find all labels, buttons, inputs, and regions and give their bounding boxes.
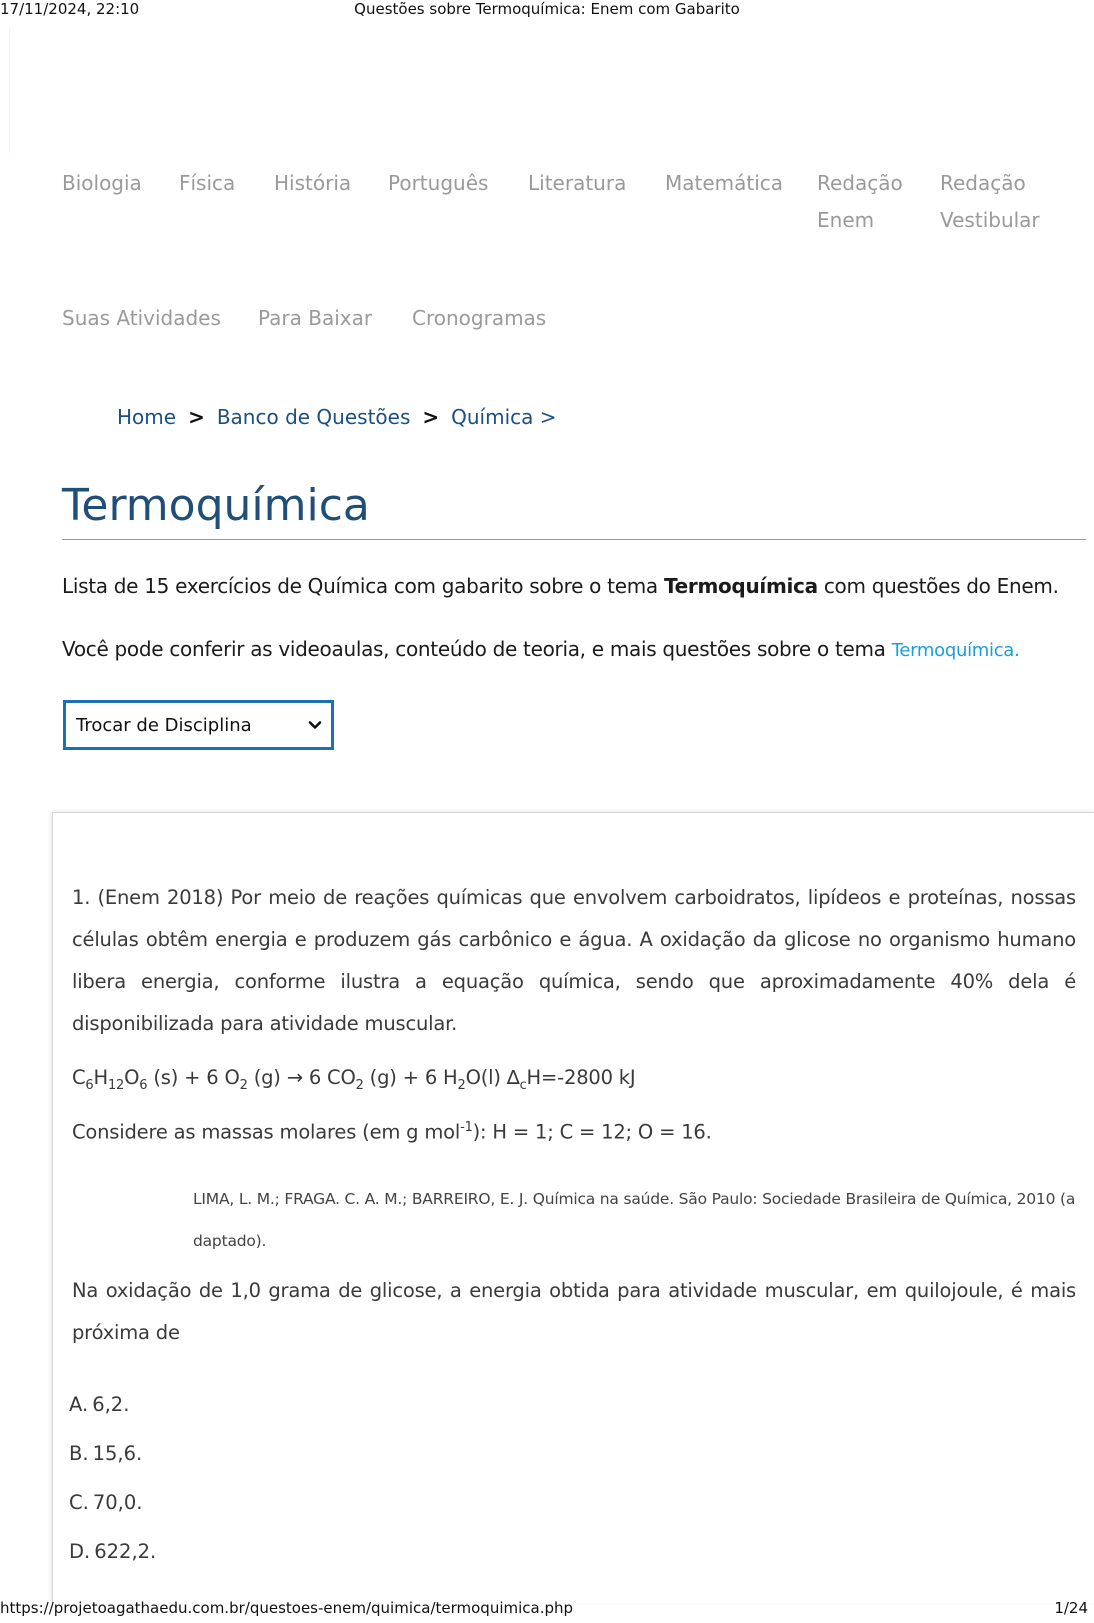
page-title: Termoquímica (62, 480, 370, 531)
nav-redacao-vestibular[interactable] (940, 165, 1040, 239)
eq-o2-sub: 2 (239, 1077, 248, 1093)
option-letter: D. (69, 1540, 91, 1563)
option-text: 622,2. (94, 1540, 157, 1563)
breadcrumb-home[interactable]: Home (117, 405, 177, 429)
discipline-select-value: Trocar de Disciplina (76, 714, 252, 736)
molar-pre: Considere as massas molares (em g mol (72, 1120, 461, 1144)
secondary-nav (62, 300, 662, 340)
option-text: 15,6. (92, 1442, 143, 1465)
print-title: Questões sobre Termoquímica: Enem com Gabarito (354, 0, 740, 18)
print-page-number: 1/24 (1054, 1599, 1088, 1617)
option-letter: B. (69, 1442, 89, 1465)
breadcrumb-quimica[interactable]: Química > (451, 405, 557, 429)
nav-redacao-vestibular-line1: Redação (940, 171, 1026, 195)
breadcrumb (117, 405, 557, 429)
title-divider (62, 539, 1086, 540)
breadcrumb-separator: > (422, 405, 440, 429)
molar-sup: -1 (460, 1120, 473, 1135)
nav-redacao-enem-line2: Enem (817, 208, 875, 232)
nav-historia[interactable]: História (274, 171, 352, 195)
intro-text-pre: Lista de 15 exercícios de Química com gabarito sobre o tema (62, 574, 664, 598)
molar-masses (72, 1120, 712, 1144)
print-url: https://projetoagathaedu.com.br/questoes-enem/quimica/termoquimica.php (0, 1599, 574, 1617)
option-text: 6,2. (92, 1393, 130, 1416)
answer-option[interactable] (69, 1393, 129, 1416)
nav-cronogramas[interactable]: Cronogramas (412, 306, 547, 330)
intro-topic-bold: Termoquímica (663, 574, 818, 598)
eq-co2-sub: 2 (355, 1077, 364, 1093)
answer-option[interactable] (69, 1540, 156, 1563)
nav-matematica[interactable]: Matemática (665, 171, 784, 195)
breadcrumb-banco-de-questoes[interactable]: Banco de Questões (216, 405, 411, 429)
eq-delta-sub: c (519, 1077, 527, 1093)
eq-c-sub: 6 (85, 1077, 94, 1093)
print-header (0, 0, 1094, 20)
nav-redacao-enem[interactable] (817, 165, 903, 239)
nav-para-baixar[interactable]: Para Baixar (258, 306, 373, 330)
source-citation: LIMA, L. M.; FRAGA. C. A. M.; BARREIRO, E. J. Química na saúde. São Paulo: Sociedade Brasileira de Química, 2010 (adaptado). (193, 1190, 1076, 1250)
topic-link[interactable]: Termoquímica. (891, 640, 1020, 661)
breadcrumb-separator: > (188, 405, 205, 429)
eq-h-sub: 12 (107, 1077, 125, 1093)
discipline-select[interactable] (63, 700, 334, 750)
nav-literatura[interactable]: Literatura (528, 171, 627, 195)
print-footer (0, 1599, 1094, 1623)
print-datetime: 17/11/2024, 22:10 (0, 0, 140, 18)
logo-area (9, 28, 1090, 153)
eq-part4: O(l) ∆ (465, 1066, 520, 1089)
eq-part3: (g) + 6 H (363, 1066, 458, 1089)
answer-option[interactable] (69, 1442, 142, 1465)
intro-text-post: com questões do Enem. (817, 574, 1059, 598)
nav-suas-atividades[interactable]: Suas Atividades (62, 306, 221, 330)
answer-option[interactable] (69, 1491, 142, 1514)
question-prompt: Na oxidação de 1,0 grama de glicose, a energia obtida para atividade muscular, em quilojoule, é mais próxima de (72, 1279, 1076, 1344)
chevron-down-icon (307, 717, 323, 733)
nav-redacao-vestibular-line2: Vestibular (940, 208, 1040, 232)
intro-paragraph-link (62, 637, 1019, 661)
option-letter: C. (69, 1491, 89, 1514)
intro2-text: Você pode conferir as videoaulas, conteúdo de teoria, e mais questões sobre o tema (62, 637, 892, 661)
eq-o: O (124, 1066, 140, 1089)
nav-biologia[interactable]: Biologia (62, 171, 142, 195)
eq-h2o-sub: 2 (457, 1077, 466, 1093)
eq-part5: H=-2800 kJ (526, 1066, 636, 1089)
nav-portugues[interactable]: Português (388, 171, 489, 195)
nav-fisica[interactable]: Física (179, 171, 236, 195)
question-statement: 1. (Enem 2018) Por meio de reações químicas que envolvem carboidratos, lipídeos e proteínas, nossas células obtêm energia e produzem gás carbônico e água. A oxidação da glicose no organismo humano libera energia, conforme ilustra a equação química, sendo que aproximadamente 40% dela é disponibilizada para atividade muscular. (72, 886, 1076, 1035)
molar-post: ): H = 1; C = 12; O = 16. (472, 1120, 712, 1144)
option-letter: A. (69, 1393, 89, 1416)
eq-part2: (g) → 6 CO (247, 1066, 356, 1089)
eq-c: C (72, 1066, 86, 1089)
nav-redacao-enem-line1: Redação (817, 171, 903, 195)
eq-o-sub: 6 (139, 1077, 148, 1093)
eq-part1: (s) + 6 O (147, 1066, 240, 1089)
main-nav (62, 165, 1094, 245)
intro-paragraph (62, 574, 1059, 598)
option-text: 70,0. (92, 1491, 143, 1514)
chemical-equation (72, 1066, 635, 1093)
eq-h: H (93, 1066, 108, 1089)
